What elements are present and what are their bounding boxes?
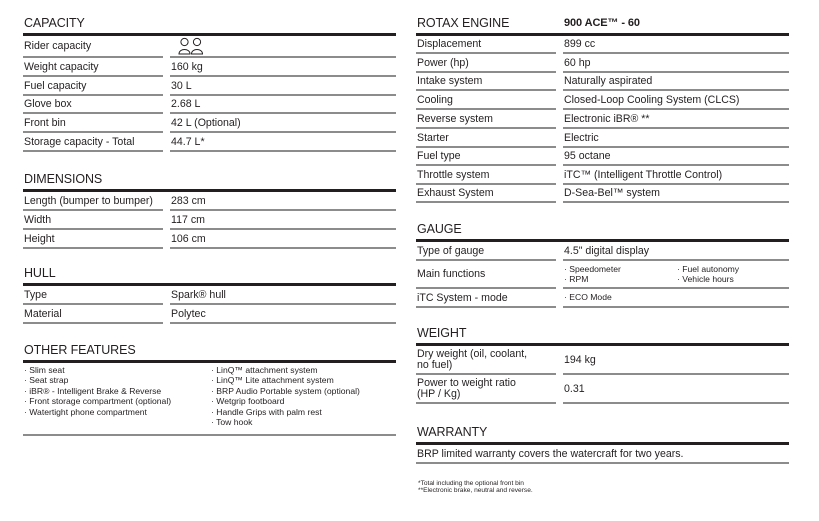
spec-label: Glove box: [23, 96, 163, 114]
spec-label: Width: [23, 211, 163, 230]
feature-item: · LinQ™ attachment system: [211, 365, 318, 375]
spec-row: [23, 77, 396, 96]
spec-value: 899 cc: [563, 36, 789, 54]
footnote: *Total including the optional front bin: [418, 480, 524, 487]
feature-item: · BRP Audio Portable system (optional): [211, 385, 360, 396]
weight-section: [416, 326, 789, 404]
engine-model: 900 ACE™ - 60: [564, 17, 640, 29]
spec-value: [563, 261, 789, 289]
spec-row: [23, 133, 396, 152]
spec-value: 194 kg: [563, 346, 789, 375]
spec-label: Reverse system: [416, 110, 556, 129]
footnote: **Electronic brake, neutral and reverse.: [418, 487, 533, 494]
features-col-2: [211, 365, 396, 434]
spec-value: 2.68 L: [170, 96, 396, 114]
feature-item: · Wetgrip footboard: [211, 396, 285, 407]
spec-value: Electric: [563, 129, 789, 148]
spec-label: Type: [23, 286, 163, 305]
feature-item: · iBR® - Intelligent Brake & Reverse: [24, 385, 162, 396]
feature-item: · Slim seat: [24, 365, 65, 375]
spec-label: Material: [23, 305, 163, 324]
warranty-row: [416, 445, 789, 464]
spec-row: [416, 242, 789, 261]
spec-label: Throttle system: [416, 166, 556, 185]
spec-value: [563, 289, 789, 308]
spec-label: Storage capacity - Total: [23, 133, 163, 152]
spec-row: [23, 211, 396, 230]
spec-value: 30 L: [170, 77, 396, 96]
hull-title: HULL: [24, 266, 56, 280]
spec-row: [23, 230, 396, 249]
spec-row: [23, 114, 396, 133]
capacity-section: [23, 16, 396, 152]
function-item: · Speedometer: [564, 263, 621, 274]
spec-row: [416, 166, 789, 185]
engine-title: ROTAX ENGINE: [417, 16, 510, 30]
features-list: [23, 363, 396, 436]
spec-row: [416, 54, 789, 73]
feature-item: · Front storage compartment (optional): [24, 396, 172, 407]
capacity-title: CAPACITY: [24, 16, 85, 30]
spec-value: Naturally aspirated: [563, 73, 789, 91]
spec-row-rider-capacity: [23, 36, 396, 58]
spec-label: Fuel type: [416, 148, 556, 166]
spec-value: 117 cm: [170, 211, 396, 230]
function-item: · Fuel autonomy: [677, 263, 740, 274]
spec-label: Rider capacity: [23, 36, 163, 58]
function-item: · Vehicle hours: [677, 274, 734, 284]
spec-label: Dry weight (oil, coolant, no fuel): [416, 346, 556, 375]
warranty-text: BRP limited warranty covers the watercraft for two years.: [416, 445, 789, 464]
weight-title: WEIGHT: [417, 326, 467, 340]
spec-row: [416, 91, 789, 110]
spec-value: 160 kg: [170, 58, 396, 77]
spec-row: [23, 192, 396, 211]
feature-item: · Seat strap: [24, 375, 69, 386]
spec-value: 106 cm: [170, 230, 396, 249]
spec-label: Displacement: [416, 36, 556, 54]
spec-row: [23, 58, 396, 77]
spec-value: iTC™ (Intelligent Throttle Control): [563, 166, 789, 185]
spec-value: Electronic iBR® **: [563, 110, 789, 129]
spec-label: Starter: [416, 129, 556, 148]
spec-row: [416, 36, 789, 54]
spec-value: D-Sea-Bel™ system: [563, 185, 789, 203]
dimensions-section: [23, 172, 396, 249]
gauge-title: GAUGE: [417, 222, 462, 236]
spec-value: [170, 36, 396, 58]
spec-value: Closed-Loop Cooling System (CLCS): [563, 91, 789, 110]
spec-label: Power to weight ratio (HP / Kg): [416, 375, 556, 404]
itc-mode-item: · ECO Mode: [564, 292, 612, 303]
engine-header: [416, 16, 789, 32]
function-item: · RPM: [564, 274, 589, 284]
features-col-1: [23, 365, 211, 434]
spec-row-main-functions: [416, 261, 789, 289]
functions-col-1: [564, 264, 677, 285]
footnotes: [418, 480, 533, 494]
spec-label: Weight capacity: [23, 58, 163, 77]
spec-label: Length (bumper to bumper): [23, 192, 163, 211]
spec-row: [416, 129, 789, 148]
spec-label: Exhaust System: [416, 185, 556, 203]
feature-item: · Handle Grips with palm rest: [211, 406, 322, 417]
spec-row: [416, 289, 789, 308]
two-persons-icon: [178, 37, 204, 55]
spec-label: Power (hp): [416, 54, 556, 73]
hull-section: [23, 266, 396, 324]
spec-row: [23, 305, 396, 324]
spec-label: Intake system: [416, 73, 556, 91]
functions-col-2: [677, 264, 739, 285]
other-features-section: [23, 343, 396, 436]
spec-row: [416, 73, 789, 91]
spec-value: 95 octane: [563, 148, 789, 166]
spec-row: [416, 185, 789, 203]
warranty-section: [416, 425, 789, 464]
feature-item: · Tow hook: [211, 417, 253, 428]
spec-value: 0.31: [563, 375, 789, 404]
warranty-title: WARRANTY: [417, 425, 488, 439]
spec-label: Cooling: [416, 91, 556, 110]
spec-value: 283 cm: [170, 192, 396, 211]
spec-value: 60 hp: [563, 54, 789, 73]
spec-value: 44.7 L*: [170, 133, 396, 152]
engine-section: [416, 16, 789, 203]
feature-item: · Watertight phone compartment: [24, 406, 147, 417]
spec-value: Polytec: [170, 305, 396, 324]
spec-value: Spark® hull: [170, 286, 396, 305]
spec-row: [416, 110, 789, 129]
spec-row: [23, 96, 396, 114]
spec-label: Main functions: [416, 261, 556, 289]
gauge-section: [416, 222, 789, 308]
spec-row: [416, 346, 789, 375]
spec-label: Height: [23, 230, 163, 249]
spec-value: 4.5" digital display: [563, 242, 789, 261]
other-features-title: OTHER FEATURES: [24, 343, 136, 357]
spec-row: [416, 148, 789, 166]
feature-item: · LinQ™ Lite attachment system: [211, 375, 334, 386]
dimensions-title: DIMENSIONS: [24, 172, 103, 186]
spec-row: [416, 375, 789, 404]
spec-label: Type of gauge: [416, 242, 556, 261]
spec-label: iTC System - mode: [416, 289, 556, 308]
spec-value: 42 L (Optional): [170, 114, 396, 133]
spec-label: Front bin: [23, 114, 163, 133]
spec-row: [23, 286, 396, 305]
spec-label: Fuel capacity: [23, 77, 163, 96]
